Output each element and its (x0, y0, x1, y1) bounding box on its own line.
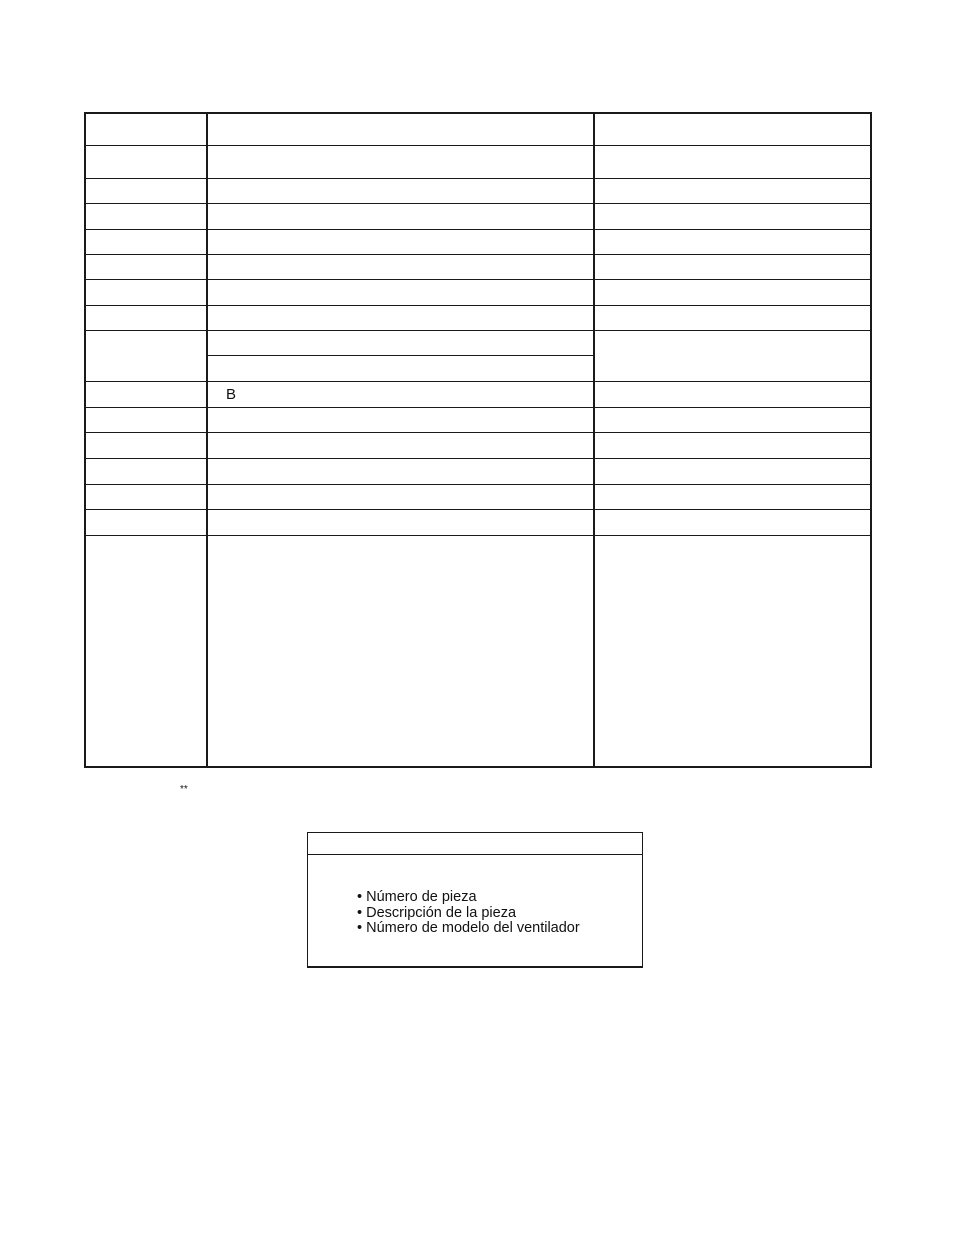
table-cell (207, 510, 594, 536)
table-cell (594, 203, 871, 229)
parts-table (84, 112, 872, 768)
table-cell (85, 254, 207, 279)
table-cell (85, 381, 207, 407)
table-row (85, 305, 871, 330)
table-cell (85, 432, 207, 458)
table-cell (594, 254, 871, 279)
table-cell (207, 178, 594, 203)
list-item: • Descripción de la pieza (357, 904, 517, 921)
table-cell (207, 432, 594, 458)
ordering-info-header (308, 833, 642, 855)
ordering-info-box (307, 832, 643, 968)
table-cell (207, 484, 594, 509)
table-cell: B (207, 381, 594, 407)
table-cell (85, 178, 207, 203)
table-cell (85, 305, 207, 330)
table-cell (207, 279, 594, 305)
table-cell (594, 407, 871, 432)
table-row (85, 145, 871, 178)
table-cell (207, 254, 594, 279)
table-cell (594, 536, 871, 767)
table-row (85, 381, 871, 407)
table-cell (207, 536, 594, 767)
table-cell (594, 484, 871, 509)
table-cell (594, 510, 871, 536)
table-row (85, 113, 871, 145)
table-cell (594, 279, 871, 305)
table-row (85, 330, 871, 355)
footnote-marker: ** (180, 784, 188, 795)
table-cell (207, 203, 594, 229)
table-cell (85, 458, 207, 484)
table-cell (85, 484, 207, 509)
table-cell (594, 113, 871, 145)
table-cell (207, 305, 594, 330)
table-cell (207, 145, 594, 178)
table-row (85, 432, 871, 458)
table-cell (85, 279, 207, 305)
table-row (85, 178, 871, 203)
table-cell (594, 305, 871, 330)
table-cell (85, 229, 207, 254)
table-row (85, 279, 871, 305)
list-item: • Número de pieza (357, 889, 477, 905)
table-row (85, 254, 871, 279)
table-row (85, 510, 871, 536)
table-cell (207, 113, 594, 145)
table-row (85, 484, 871, 509)
table-cell (85, 536, 207, 767)
table-cell (594, 330, 871, 381)
table-cell (85, 510, 207, 536)
table-cell (85, 113, 207, 145)
table-cell (207, 355, 594, 381)
table-cell (85, 145, 207, 178)
table-row (85, 229, 871, 254)
table-cell (594, 145, 871, 178)
table-cell (594, 381, 871, 407)
table-row (85, 203, 871, 229)
table-cell (594, 229, 871, 254)
table-cell (207, 229, 594, 254)
table-cell (207, 330, 594, 355)
list-item: • Número de modelo del ventilador (357, 920, 580, 937)
table-cell (207, 458, 594, 484)
table-row (85, 407, 871, 432)
table-cell (85, 330, 207, 381)
table-row (85, 536, 871, 767)
table-cell (594, 178, 871, 203)
table-cell (594, 432, 871, 458)
table-cell (594, 458, 871, 484)
table-cell (85, 203, 207, 229)
table-cell (85, 407, 207, 432)
table-cell (207, 407, 594, 432)
ordering-info-list (357, 890, 580, 937)
table-row (85, 458, 871, 484)
